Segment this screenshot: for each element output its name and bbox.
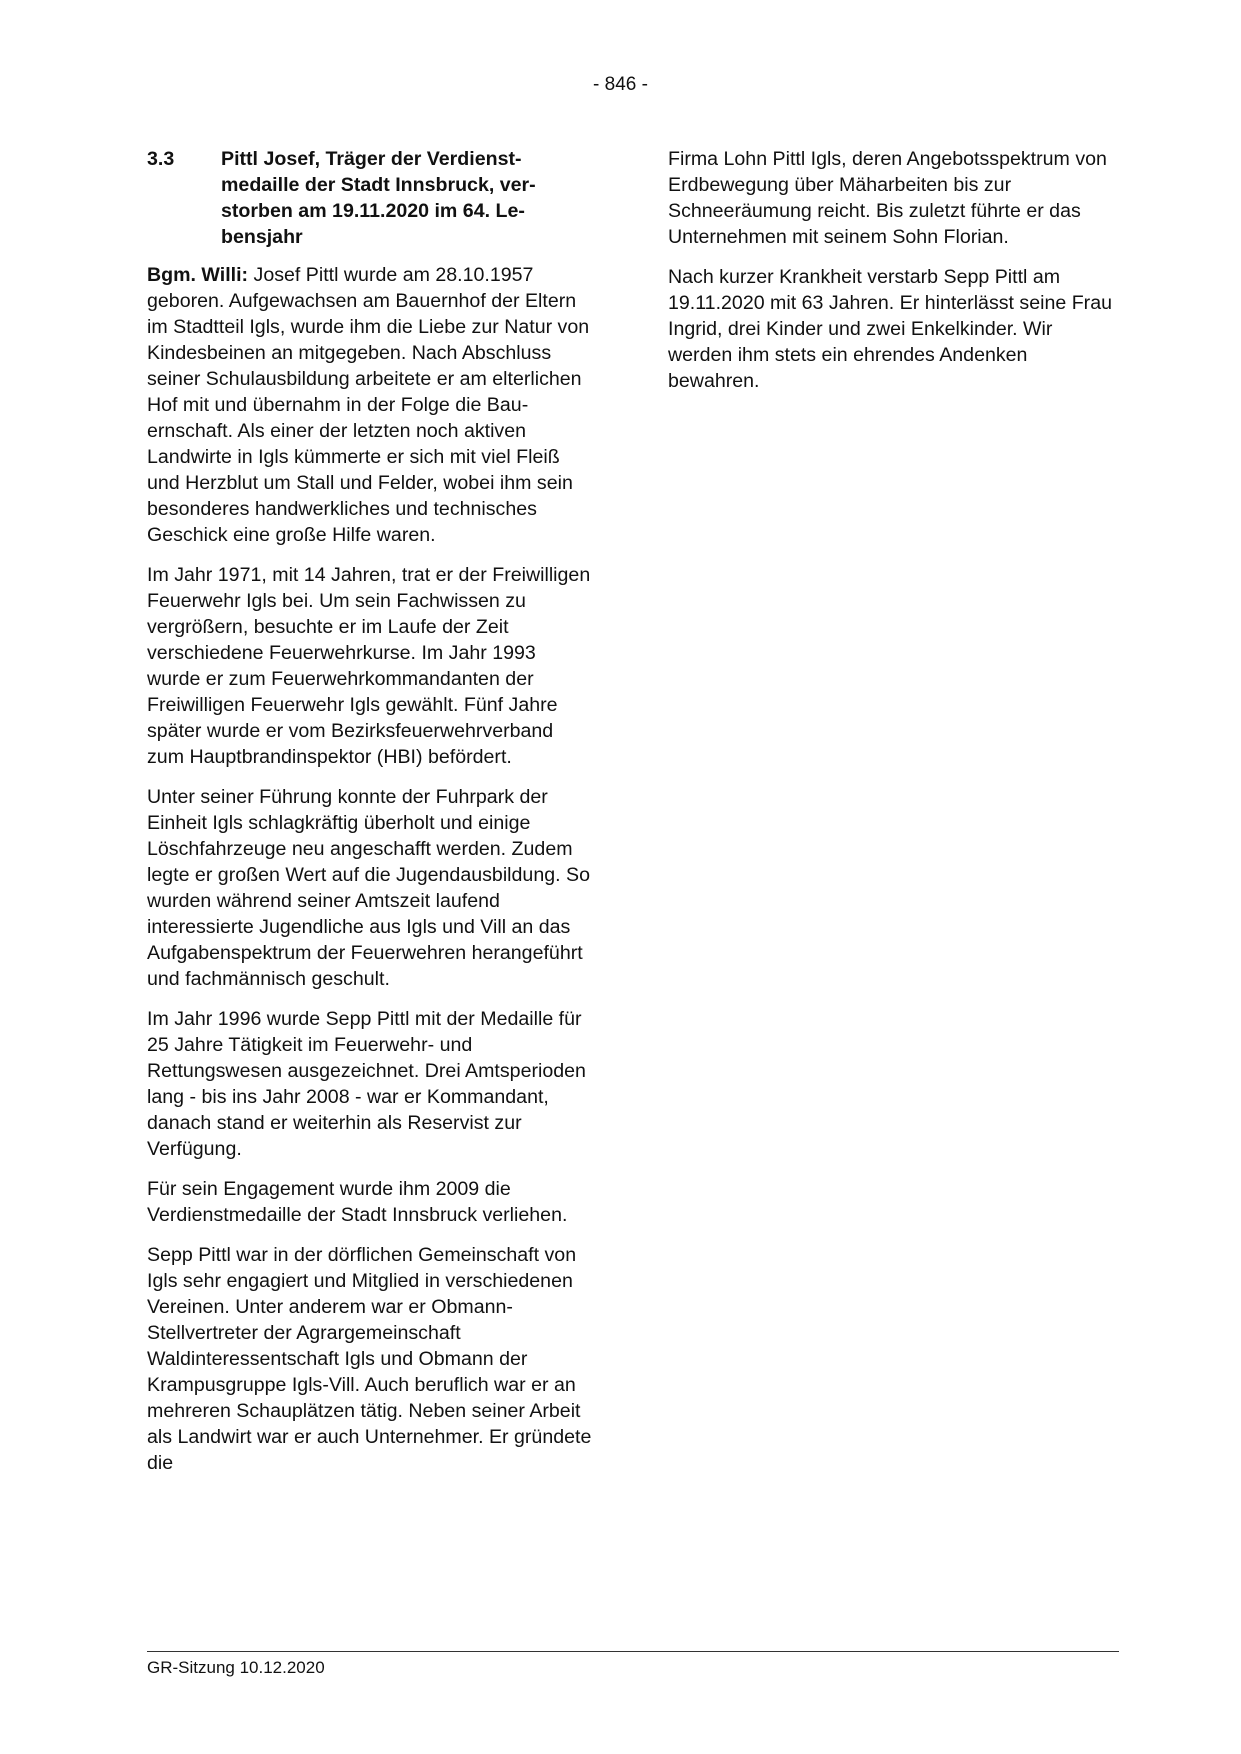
paragraph: Im Jahr 1971, mit 14 Jahren, trat er der Freiwilligen Feuerwehr Igls bei. Um sein Fachwissen zu vergrößern, besuchte er im Laufe der Zeit verschiedene Feuerwehrkurse. Im Jahr 1993 wurde er zum Feuerwehrkommandanten der Freiwilligen Feuerwehr Igls gewählt. Fünf Jahre später wurde er vom Bezirksfeuerwehrverband zum Hauptbrandinspektor (HBI) befördert. <box>147 564 591 768</box>
page-number: - 846 - <box>593 74 648 95</box>
right-column <box>668 146 1114 408</box>
section-title: Pittl Josef, Träger der Verdienstmedaille der Stadt Innsbruck, verstorben am 19.11.2020 im 64. Lebensjahr <box>221 148 536 248</box>
paragraph: Sepp Pittl war in der dörflichen Gemeinschaft von Igls sehr engagiert und Mitglied in verschiedenen Vereinen. Unter anderem war er Obmann-Stellvertreter der Agrargemeinschaft Waldinteressentschaft Igls und Obmann der Krampusgruppe Igls-Vill. Auch beruflich war er an mehreren Schauplätzen tätig. Neben seiner Arbeit als Landwirt war er auch Unternehmer. Er gründete die <box>147 1244 592 1474</box>
page-footer: GR-Sitzung 10.12.2020 <box>147 1651 1119 1678</box>
paragraph: Für sein Engagement wurde ihm 2009 die Verdienstmedaille der Stadt Innsbruck verliehen. <box>147 1178 568 1226</box>
section-heading-3-3 <box>147 146 593 250</box>
speaker-label: Bgm. Willi: <box>147 264 249 286</box>
paragraph: Unter seiner Führung konnte der Fuhrpark der Einheit Igls schlagkräftig überholt und einige Löschfahrzeuge neu angeschafft werden. Zudem legte er großen Wert auf die Jugendausbildung. So wurden während seiner Amtszeit laufend interessierte Jugendliche aus Igls und Vill an das Aufgabenspektrum der Feuerwehren herangeführt und fachmännisch geschult. <box>147 786 590 990</box>
section-number: 3.3 <box>147 148 175 170</box>
paragraph: Firma Lohn Pittl Igls, deren Angebotsspektrum von Erdbewegung über Mäharbeiten bis zur Schneeräumung reicht. Bis zuletzt führte er das Unternehmen mit seinem Sohn Florian. <box>668 148 1107 248</box>
paragraph: Nach kurzer Krankheit verstarb Sepp Pittl am 19.11.2020 mit 63 Jahren. Er hinterlässt seine Frau Ingrid, drei Kinder und zwei Enkelkinder. Wir werden ihm stets ein ehrendes Andenken bewahren. <box>668 266 1113 392</box>
paragraph: Bgm. Willi: Josef Pittl wurde am 28.10.1957 geboren. Aufgewachsen am Bauernhof der Eltern im Stadtteil Igls, wurde ihm die Liebe zur Natur von Kindesbeinen an mitgegeben. Nach Abschluss seiner Schulausbildung arbeitete er am elterlichen Hof mit und übernahm in der Folge die Bauernschaft. Als einer der letzten noch aktiven Landwirte in Igls kümmerte er sich mit viel Fleiß und Herzblut um Stall und Felder, wobei ihm sein besonderes handwerkliches und technisches Geschick eine große Hilfe waren. <box>147 264 590 546</box>
paragraph: Im Jahr 1996 wurde Sepp Pittl mit der Medaille für 25 Jahre Tätigkeit im Feuerwehr- und Rettungswesen ausgezeichnet. Drei Amtsperioden lang - bis ins Jahr 2008 - war er Kommandant, danach stand er weiterhin als Reservist zur Verfügung. <box>147 1008 586 1160</box>
left-column <box>147 146 593 1490</box>
